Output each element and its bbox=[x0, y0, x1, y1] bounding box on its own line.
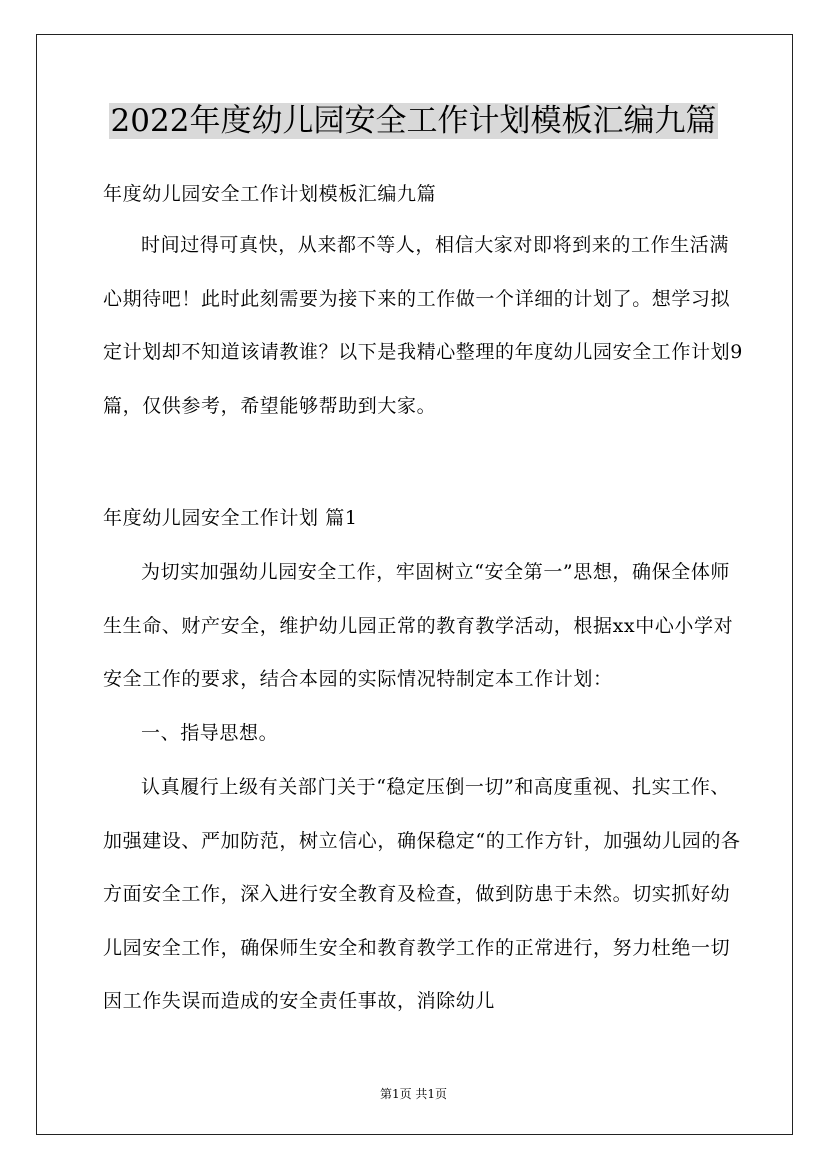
intro-paragraph: 时间过得可真快，从来都不等人，相信大家对即将到来的工作生活满心期待吧！此时此刻需要为接下来的工作做一个详细的计划了。想学习拟定计划却不知道该请教谁？以下是我精心整理的年度幼儿园安全工作计划9篇，仅供参考，希望能够帮助到大家。 bbox=[103, 234, 743, 417]
point-paragraph: 认真履行上级有关部门关于“稳定压倒一切”和高度重视、扎实工作、加强建设、严加防范，树立信心，确保稳定“的工作方针，加强幼儿园的各方面安全工作，深入进行安全教育及检查，做到防患于未然。切实抓好幼儿园安全工作，确保师生安全和教育教学工作的正常进行，努力杜绝一切因工作失误而造成的安全责任事故，消除幼儿 bbox=[103, 776, 741, 1012]
section-heading: 年度幼儿园安全工作计划 篇1 bbox=[103, 507, 358, 529]
document-subtitle: 年度幼儿园安全工作计划模板汇编九篇 bbox=[103, 183, 437, 205]
page-number: 第1页 共1页 bbox=[379, 1087, 448, 1101]
point-heading: 一、指导思想。 bbox=[141, 722, 279, 744]
document-title bbox=[0, 96, 827, 146]
document-title-text: 2022年度幼儿园安全工作计划模板汇编九篇 bbox=[110, 103, 717, 139]
section-paragraph: 为切实加强幼儿园安全工作，牢固树立“安全第一”思想，确保全体师生生命、财产安全，维护幼儿园正常的教育教学活动，根据xx中心小学对安全工作的要求，结合本园的实际情况特制定本工作计划： bbox=[103, 561, 734, 690]
